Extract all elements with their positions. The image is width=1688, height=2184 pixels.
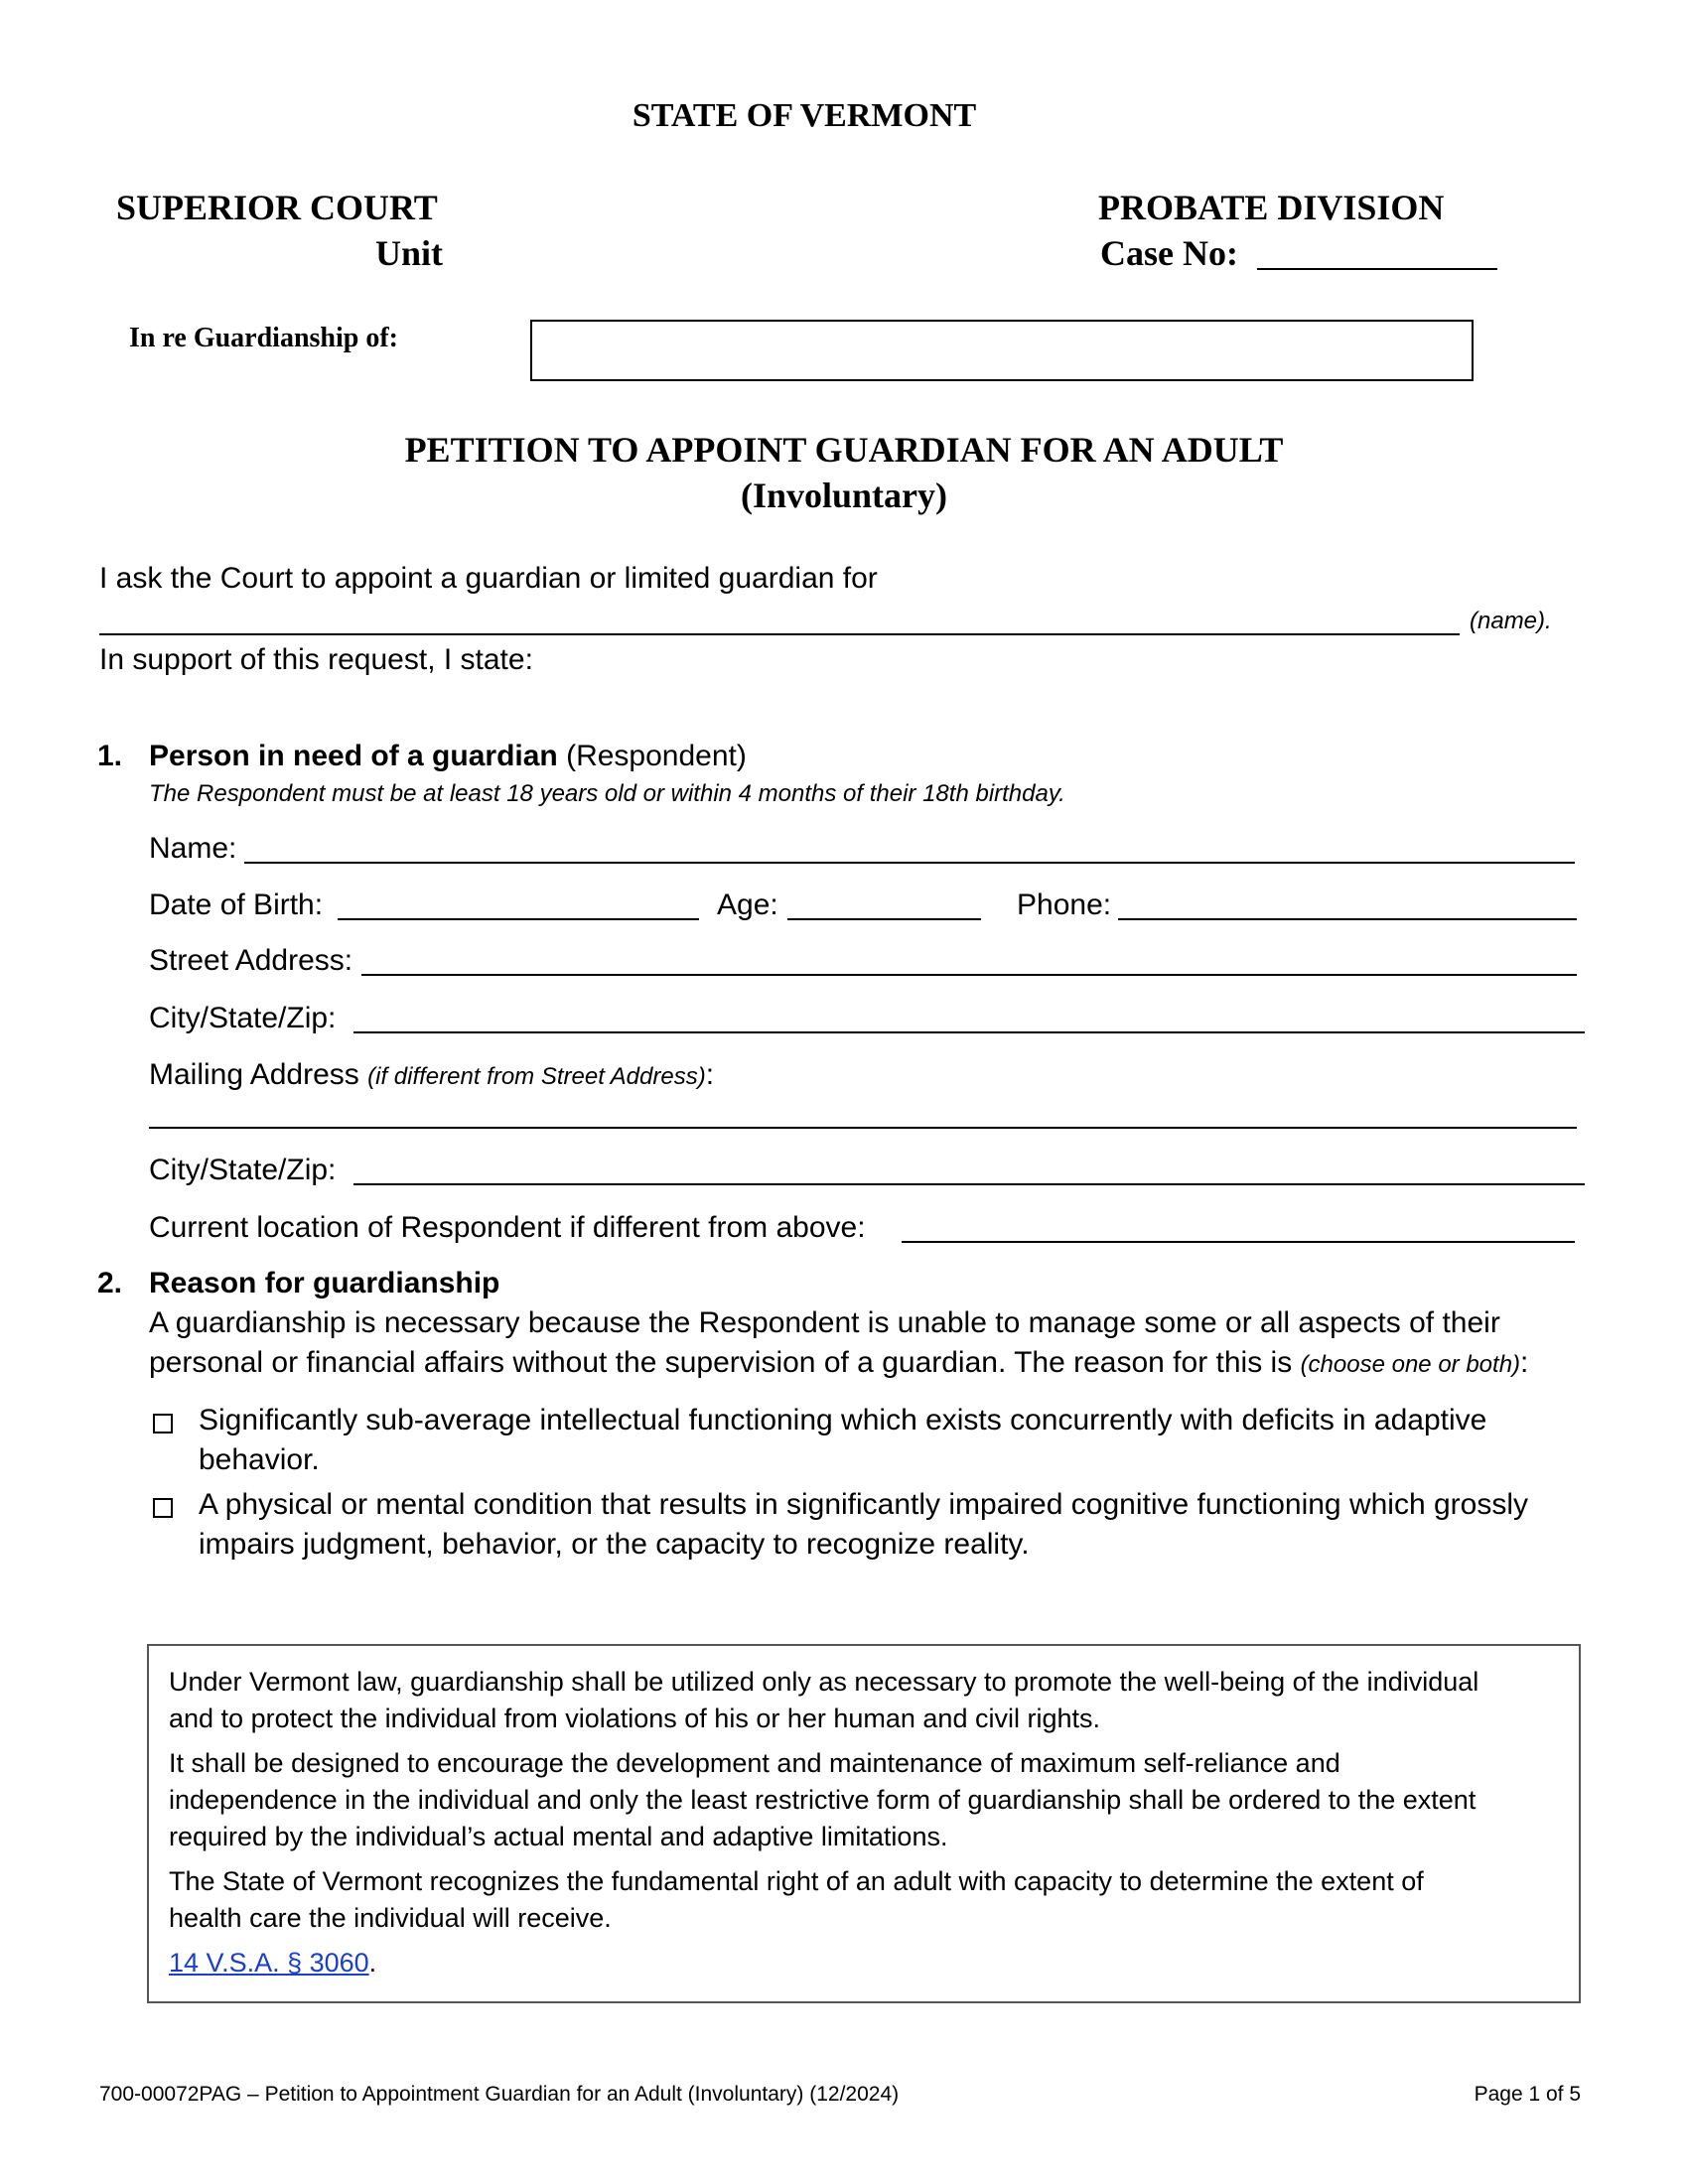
legal-notice-box xyxy=(147,1644,1581,2003)
section1-heading: Person in need of a guardian xyxy=(149,740,558,772)
dob-field[interactable] xyxy=(338,918,699,920)
street-label: Street Address: xyxy=(149,944,353,977)
section1-heading-row xyxy=(149,740,747,773)
section2-body-line2-row xyxy=(149,1346,1528,1380)
notice-line1: Under Vermont law, guardianship shall be utilized only as necessary to promote the well-being of the individual xyxy=(169,1667,1479,1697)
section2-body-line1: A guardianship is necessary because the Respondent is unable to manage some or all aspects of their xyxy=(149,1306,1500,1339)
in-re-label: In re Guardianship of: xyxy=(129,323,398,353)
notice-line5: required by the individual’s actual mental and adaptive limitations. xyxy=(169,1822,948,1851)
section2-heading: Reason for guardianship xyxy=(149,1267,500,1299)
unit-label: Unit xyxy=(375,233,444,273)
option2-checkbox[interactable] xyxy=(153,1498,173,1518)
dob-label: Date of Birth: xyxy=(149,888,324,921)
section2-body-colon: : xyxy=(1520,1346,1529,1379)
form-subtitle: (Involuntary) xyxy=(740,476,948,515)
street-field[interactable] xyxy=(361,974,1577,976)
case-no-label: Case No: xyxy=(1100,233,1238,273)
section2-body-line2: personal or financial affairs without the supervision of a guardian. The reason for this is xyxy=(149,1346,1293,1379)
city2-label: City/State/Zip: xyxy=(149,1154,337,1186)
age-field[interactable] xyxy=(787,918,981,920)
location-field[interactable] xyxy=(902,1241,1575,1243)
mailing-label: Mailing Address xyxy=(149,1058,359,1091)
intro-ask: I ask the Court to appoint a guardian or limited guardian for xyxy=(99,562,878,595)
page-number: Page 1 of 5 xyxy=(1474,2083,1581,2106)
notice-line4: independence in the individual and only the least restrictive form of guardianship shall be ordered to the extent xyxy=(169,1785,1477,1815)
notice-line7: health care the individual will receive. xyxy=(169,1903,612,1933)
option1-line1: Significantly sub-average intellectual functioning which exists concurrently with deficits in adaptive xyxy=(199,1404,1487,1436)
option2-line2: impairs judgment, behavior, or the capacity to recognize reality. xyxy=(199,1528,1030,1561)
notice-line6: The State of Vermont recognizes the fundamental right of an adult with capacity to determine the extent of xyxy=(169,1866,1424,1896)
section1-note: The Respondent must be at least 18 years old or within 4 months of their 18th birthday. xyxy=(149,780,1065,807)
city2-field[interactable] xyxy=(353,1183,1585,1185)
notice-line2: and to protect the individual from violations of his or her human and civil rights. xyxy=(169,1704,1100,1733)
state-title: STATE OF VERMONT xyxy=(632,97,977,134)
citation-period: . xyxy=(368,1948,377,1978)
name-label: Name: xyxy=(149,832,237,865)
respondent-name-field[interactable] xyxy=(244,862,1575,864)
mailing-hint: (if different from Street Address) xyxy=(367,1063,706,1090)
division-name: PROBATE DIVISION xyxy=(1098,188,1445,227)
section2-number: 2. xyxy=(97,1267,123,1299)
option2-line1: A physical or mental condition that results in significantly impaired cognitive functioning which grossly xyxy=(199,1488,1528,1521)
respondent-name-intro-field[interactable] xyxy=(99,633,1460,635)
notice-citation-row xyxy=(169,1945,376,1982)
mailing-colon: : xyxy=(705,1058,715,1091)
mailing-label-row xyxy=(149,1058,714,1092)
in-re-input[interactable] xyxy=(530,320,1474,381)
option1-checkbox[interactable] xyxy=(153,1414,173,1433)
option1-line2: behavior. xyxy=(199,1443,320,1476)
section1-heading-suffix: (Respondent) xyxy=(566,740,747,772)
phone-field[interactable] xyxy=(1118,918,1577,920)
court-name: SUPERIOR COURT xyxy=(116,188,438,227)
name-hint: (name). xyxy=(1470,608,1552,634)
city-label: City/State/Zip: xyxy=(149,1002,337,1034)
location-label: Current location of Respondent if different from above: xyxy=(149,1211,866,1244)
section2-body-hint: (choose one or both) xyxy=(1300,1351,1521,1378)
city-field[interactable] xyxy=(353,1031,1585,1033)
case-no-field[interactable] xyxy=(1257,268,1497,270)
age-label: Age: xyxy=(717,888,778,921)
statute-link[interactable]: 14 V.S.A. § 3060 xyxy=(169,1948,369,1978)
notice-line3: It shall be designed to encourage the development and maintenance of maximum self-reliance and xyxy=(169,1748,1340,1778)
form-id: 700-00072PAG – Petition to Appointment Guardian for an Adult (Involuntary) (12/2024) xyxy=(99,2083,900,2106)
intro-support: In support of this request, I state: xyxy=(99,643,533,676)
form-title: PETITION TO APPOINT GUARDIAN FOR AN ADULT xyxy=(404,430,1284,470)
section1-number: 1. xyxy=(97,740,123,772)
mailing-field[interactable] xyxy=(149,1127,1577,1129)
phone-label: Phone: xyxy=(1017,888,1112,921)
